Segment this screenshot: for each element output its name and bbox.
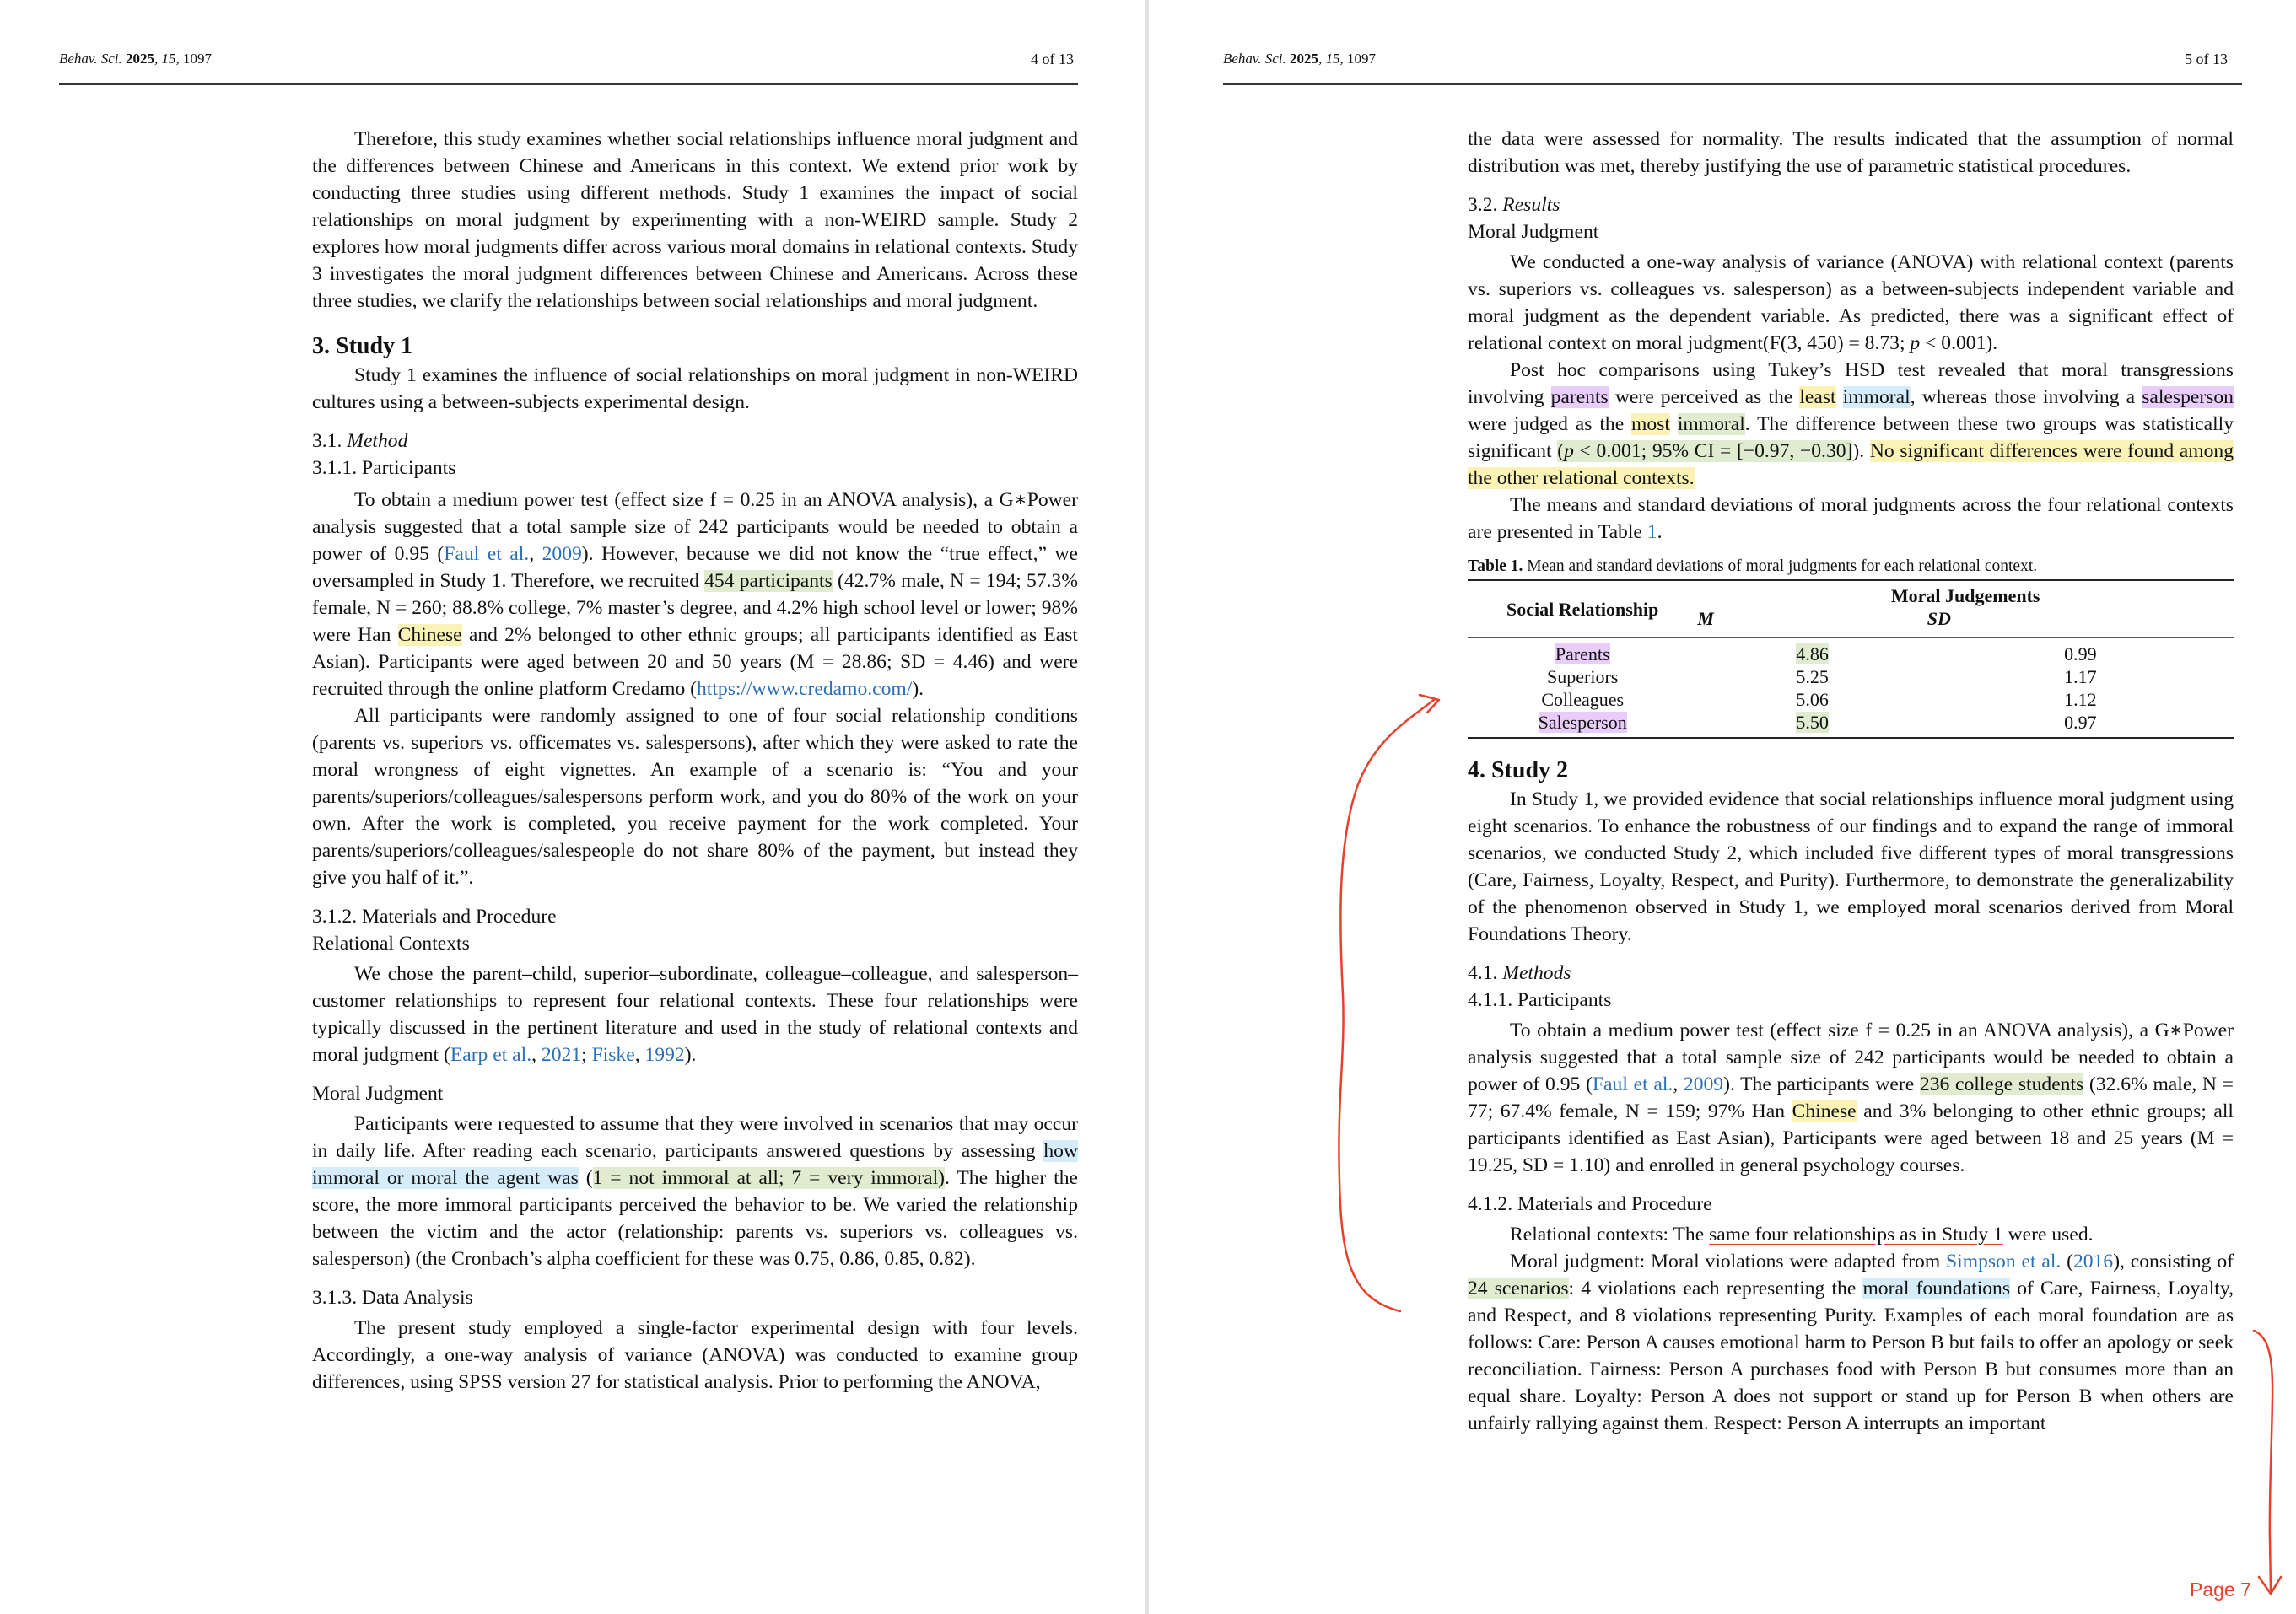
row-sd: 1.12 (2064, 689, 2097, 710)
highlight-moral-foundations: moral foundations (1862, 1278, 2011, 1299)
page-7-annotation: Page 7 (2190, 1579, 2251, 1601)
highlight-how-immoral: how immoral or moral the agent was (312, 1140, 1078, 1189)
subsubsection-heading-participants: 3.1.1. Participants (312, 457, 456, 479)
paragraph-heading-relational-contexts: Relational Contexts (312, 933, 470, 955)
citation-earp-year[interactable]: 2021 (541, 1044, 582, 1066)
paragraph-heading-moral-judgment: Moral Judgment (1468, 221, 1599, 243)
subsubsection-heading-data-analysis: 3.1.3. Data Analysis (312, 1287, 473, 1309)
means-paragraph: The means and standard deviations of moral judgments across the four relational contexts are presented in Table 1. (1468, 494, 2234, 543)
highlight-immoral: immoral (1842, 386, 1911, 408)
highlight-ci: (p < 0.001; 95% CI = [−0.97, −0.30] (1557, 440, 1853, 462)
citation-faul-year[interactable]: 2009 (542, 543, 582, 565)
highlight-salesperson: salesperson (2142, 386, 2234, 408)
highlight-parents: parents (1550, 386, 1609, 408)
col-header-m: M (1697, 608, 1714, 629)
red-underline-same-four: same four relationships as in Study 1 (1709, 1224, 2003, 1245)
paragraph-heading-moral-judgment: Moral Judgment (312, 1083, 444, 1105)
citation-faul-author[interactable]: Faul et al. (1592, 1073, 1673, 1095)
subsection-heading-methods: 4.1. Methods (1468, 962, 1571, 984)
moral-judgment-paragraph: Participants were requested to assume that they were involved in scenarios that may occur in daily life. After reading each scenario, participants answered questions by assessing how immoral or moral the agent was (1 = not immoral at all; 7 = very immoral). The higher the score, the more immoral participants perceived the behavior to be. We varied the relationship between the victim and the actor (relationship: parents vs. superiors vs. colleagues vs. salesperson) (the Cronbach’s alpha coefficient for these was 0.75, 0.86, 0.85, 0.82). (312, 1113, 1078, 1270)
running-header-journal: Behav. Sci. 2025, 15, 1097 (1223, 51, 1376, 67)
table-1 (1468, 579, 2234, 739)
right-text-column (1468, 126, 2234, 1437)
participants-paragraph: To obtain a medium power test (effect size f = 0.25 in an ANOVA analysis), a G∗Power analysis suggested that a total sample size of 242 participants would be needed to obtain a power of 0.95 (Faul et al., 2009). The participants were 236 college students (32.6% male, N = 77; 67.4% female, N = 159; 97% Han Chinese and 3% belonging to other ethnic groups; all participants identified as East Asian), Participants were aged between 18 and 25 years (M = 19.25, SD = 1.10) and enrolled in general psychology courses. (1468, 1020, 2234, 1176)
continuation-paragraph: the data were assessed for normality. The results indicated that the assumption of normal distribution was met, thereby justifying the use of parametric statistical procedures. (1468, 128, 2234, 177)
row-relationship: Colleagues (1541, 689, 1625, 710)
citation-simpson-year[interactable]: 2016 (2073, 1251, 2114, 1272)
row-sd: 1.17 (2064, 666, 2097, 687)
table-row (1468, 688, 2234, 711)
subsubsection-heading-materials: 3.1.2. Materials and Procedure (312, 906, 557, 928)
row-mean: 5.25 (1796, 666, 1829, 687)
citation-faul-author[interactable]: Faul et al. (444, 543, 530, 565)
assignment-paragraph: All participants were randomly assigned to one of four social relationship conditions (parents vs. superiors vs. officemates vs. salespersons), after which they were asked to rate the moral wrongness of eight vignettes. An example of a scenario is: “You and your parents/superiors/colleagues/salespersons perform work, and you do 80% of the work on your own. After the work is completed, you receive payment for the work completed. Your parents/superiors/colleagues/salespeople do not share 80% of the payment, but instead they give you half of it.”. (312, 705, 1078, 889)
table-row (1468, 711, 2234, 738)
header-rule (1223, 83, 2242, 85)
page-number: 4 of 13 (1031, 51, 1074, 67)
subsection-heading-results: 3.2. Results (1468, 194, 1560, 216)
highlight-454-participants: 454 participants (704, 570, 833, 592)
highlight-immoral-2: immoral (1677, 413, 1745, 435)
table-row (1468, 638, 2234, 666)
running-header-journal: Behav. Sci. 2025, 15, 1097 (59, 51, 212, 67)
study-2-intro: In Study 1, we provided evidence that social relationships influence moral judgment using eight scenarios. To enhance the robustness of our findings and to expand the range of immoral scenarios, we conducted Study 2, which included five different types of moral transgressions (Care, Fairness, Loyalty, Respect, and Purity). Furthermore, to demonstrate the generalizability of the phenomenon observed in Study 1, we employed moral scenarios derived from Moral Foundations Theory. (1468, 788, 2234, 945)
relational-contexts-paragraph: We chose the parent–child, superior–subordinate, colleague–colleague, and salesperson–customer relationships to represent four relational contexts. These four relationships were typically discussed in the pertinent literature and used in the study of relational contexts and moral judgment (Earp et al., 2021; Fiske, 1992). (312, 963, 1078, 1066)
highlight-no-significant: No significant differences were found among the other relational contexts. (1468, 440, 2234, 489)
data-analysis-paragraph: The present study employed a single-factor experimental design with four levels. Accordingly, a one-way analysis of variance (ANOVA) was conducted to examine group differences, using SPSS version 27 for statistical analysis. Prior to performing the ANOVA, (312, 1317, 1078, 1393)
citation-faul-year[interactable]: 2009 (1683, 1073, 1724, 1095)
citation-earp-author[interactable]: Earp et al. (450, 1044, 532, 1066)
participants-paragraph: To obtain a medium power test (effect size f = 0.25 in an ANOVA analysis), a G∗Power analysis suggested that a total sample size of 242 participants would be needed to obtain a power of 0.95 (Faul et al., 2009). However, because we did not know the “true effect,” we oversampled in Study 1. Therefore, we recruited 454 participants (42.7% male, N = 194; 57.3% female, N = 260; 88.8% college, 7% master’s degree, and 4.2% high school level or lower; 98% were Han Chinese and 2% belonged to other ethnic groups; all participants identified as East Asian). Participants were aged between 20 and 50 years (M = 28.86; SD = 4.46) and were recruited through the online platform Credamo (https://www.credamo.com/). (312, 489, 1078, 700)
highlight-least: least (1799, 386, 1836, 408)
row-sd: 0.99 (2064, 643, 2097, 664)
citation-fiske-author[interactable]: Fiske (591, 1044, 635, 1066)
table-caption: Table 1. Mean and standard deviations of moral judgments for each relational context. (1468, 557, 2038, 575)
col-header-moral-judgements: Moral Judgements (1697, 580, 2234, 607)
row-relationship: Parents (1555, 643, 1610, 664)
section-heading-study-1: 3. Study 1 (312, 333, 413, 359)
subsubsection-heading-participants: 4.1.1. Participants (1468, 989, 1612, 1011)
credamo-link[interactable]: https://www.credamo.com/ (697, 678, 913, 700)
table-1-link[interactable]: 1 (1647, 521, 1657, 543)
row-mean: 5.06 (1796, 689, 1829, 710)
row-mean: 5.50 (1796, 712, 1829, 733)
highlight-chinese: Chinese (397, 624, 462, 646)
section-heading-study-2: 4. Study 2 (1468, 757, 1569, 783)
row-sd: 0.97 (1927, 711, 2234, 738)
highlight-24-scenarios: 24 scenarios (1468, 1278, 1569, 1299)
posthoc-paragraph: Post hoc comparisons using Tukey’s HSD test revealed that moral transgressions involving parents were perceived as the least immoral, whereas those involving a salesperson were judged as the most immoral. The difference between these two groups was statistically significant (p < 0.001; 95% CI = [−0.97, −0.30]). No significant differences were found among the other relational contexts. (1468, 359, 2234, 489)
citation-fiske-year[interactable]: 1992 (644, 1044, 685, 1066)
row-mean: 4.86 (1796, 643, 1829, 664)
subsubsection-heading-materials: 4.1.2. Materials and Procedure (1468, 1193, 1712, 1215)
study-1-intro: Study 1 examines the influence of social relationships on moral judgment in non-WEIRD cultures using a between-subjects experimental design. (312, 364, 1078, 413)
page-number: 5 of 13 (2185, 51, 2228, 67)
anova-paragraph: We conducted a one-way analysis of variance (ANOVA) with relational context (parents vs. superiors vs. colleagues vs. salesperson) as a between-subjects independent variable and moral judgment as the dependent variable. As predicted, there was a significant effect of relational context on moral judgment(F(3, 450) = 8.73; p < 0.001). (1468, 251, 2234, 354)
highlight-236-students: 236 college students (1919, 1073, 2084, 1095)
citation-simpson-author[interactable]: Simpson et al. (1946, 1251, 2062, 1272)
moral-judgment-paragraph: Moral judgment: Moral violations were adapted from Simpson et al. (2016), consisting of 24 scenarios: 4 violations each representing the moral foundations of Care, Fairness, Loyalty, and Respect, and 8 violations representing Purity. Examples of each moral foundation are as follows: Care: Person A causes emotional harm to Person B but fails to offer an apology or seek reconciliation. Fairness: Person A purchases food with Person B but consumes more than an equal share. Loyalty: Person A does not support or stand up for Person B when others are unfairly rallying against them. Respect: Person A interrupts an important (1468, 1251, 2234, 1434)
highlight-most: most (1631, 413, 1670, 435)
table-row (1468, 665, 2234, 688)
left-text-column (312, 126, 1078, 1396)
row-relationship: Salesperson (1538, 712, 1627, 733)
col-header-sd: SD (1927, 608, 1951, 629)
col-header-social-relationship: Social Relationship (1468, 580, 1697, 637)
intro-paragraph: Therefore, this study examines whether social relationships influence moral judgment and the differences between Chinese and Americans in this context. We extend prior work by conducting three studies using different methods. Study 1 examines the impact of social relationships on moral judgment by experimenting with a non-WEIRD sample. Study 2 explores how moral judgments differ across various moral domains in relational contexts. Study 3 investigates the moral judgment differences between Chinese and Americans. Across these three studies, we clarify the relationships between social relationships and moral judgment. (312, 128, 1078, 312)
header-rule (59, 83, 1078, 85)
highlight-chinese: Chinese (1792, 1100, 1857, 1122)
row-relationship: Superiors (1547, 666, 1619, 687)
page-4 (0, 0, 1145, 1614)
highlight-scale: 1 = not immoral at all; 7 = very immoral) (592, 1167, 945, 1189)
subsection-heading-method: 3.1. Method (312, 430, 408, 452)
page-5 (1149, 0, 2296, 1614)
relational-contexts-paragraph: Relational contexts: The same four relationships as in Study 1 were used. (1510, 1224, 2094, 1245)
